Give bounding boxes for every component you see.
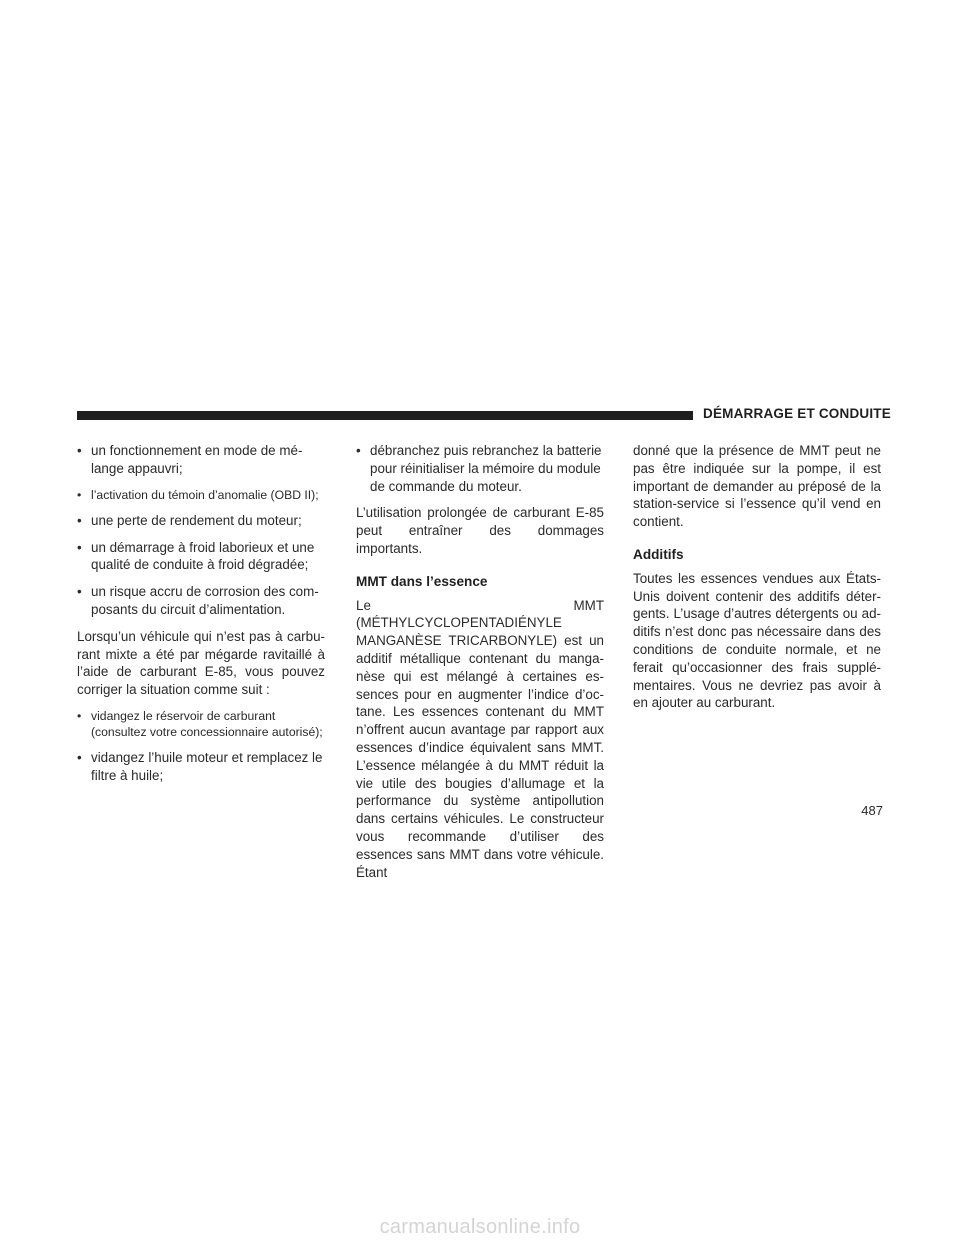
body-paragraph: Lorsqu’un véhicule qui n’est pas à carbu-rant mixte a été par mégarde ravitaillé à l’aide de carburant E-85, vous pouvez corriger la situation comme suit :	[77, 628, 325, 698]
bullet-icon: •	[77, 584, 82, 600]
column-left	[77, 442, 325, 794]
section-title: DÉMARRAGE ET CONDUITE	[703, 406, 891, 421]
body-paragraph: donné que la présence de MMT peut ne pas être indiquée sur la pompe, il est important de demander au préposé de la station-service si l’essence qu’il vend en contient.	[633, 443, 881, 530]
section-heading: Additifs	[633, 546, 684, 562]
bullet-icon: •	[77, 443, 82, 458]
bullet-icon: •	[77, 512, 82, 528]
list-item: • l’activation du témoin d’anomalie (OBD II);	[77, 487, 319, 502]
body-paragraph: Le MMT (MÉTHYLCYCLOPENTADIÉNYLE MANGANÈSE TRICARBONYLE) est un additif métallique contenant du manga-nèse qui est mélangé à certaines es-sences pour en augmenter l’indice d’oc-tane. Les essences contenant du MMT n’offrent aucun avantage par rapport aux essences d’indice équivalent sans MMT. L’essence mélangée à du MMT réduit la vie utile des bougies d’allumage et la performance du système antipollution dans certains véhicules. Le constructeur vous recommande d’utiliser des essences sans MMT dans votre véhicule. Étant	[356, 597, 604, 880]
column-middle	[356, 442, 604, 890]
bullet-icon: •	[356, 443, 361, 458]
bullet-icon: •	[77, 487, 82, 502]
watermark: carmanualsonline.info	[379, 1216, 581, 1238]
page-number: 487	[861, 803, 883, 818]
list-item: • une perte de rendement du moteur;	[77, 512, 302, 528]
list-item: • débranchez puis rebranchez la batterie pour réinitialiser la mémoire du module de commande du moteur.	[356, 443, 602, 494]
header-rule	[77, 411, 693, 420]
list-item: • un risque accru de corrosion des com-posants du circuit d’alimentation.	[77, 584, 319, 617]
bullet-icon: •	[77, 750, 82, 766]
bullet-icon: •	[77, 708, 82, 723]
list-item: • un démarrage à froid laborieux et une qualité de conduite à froid dégradée;	[77, 539, 315, 573]
list-item: • vidangez le réservoir de carburant (consultez votre concessionnaire autorisé);	[77, 708, 323, 740]
column-right	[633, 442, 881, 721]
body-paragraph: Toutes les essences vendues aux États-Unis doivent contenir des additifs déter-gents. L’usage d’autres détergents ou ad-ditifs n’est donc pas nécessaire dans des conditions de conduite normale, et ne ferait qu’occasionner des frais supplé-mentaires. Vous ne devriez pas avoir à en ajouter au carburant.	[633, 570, 881, 711]
section-heading: MMT dans l’essence	[356, 573, 488, 589]
body-paragraph: L’utilisation prolongée de carburant E-85 peut entraîner des dommages importants.	[356, 505, 604, 556]
list-item: • vidangez l’huile moteur et remplacez le filtre à huile;	[77, 750, 323, 784]
bullet-icon: •	[77, 539, 82, 555]
list-item: • un fonctionnement en mode de mé-lange appauvri;	[77, 443, 303, 476]
